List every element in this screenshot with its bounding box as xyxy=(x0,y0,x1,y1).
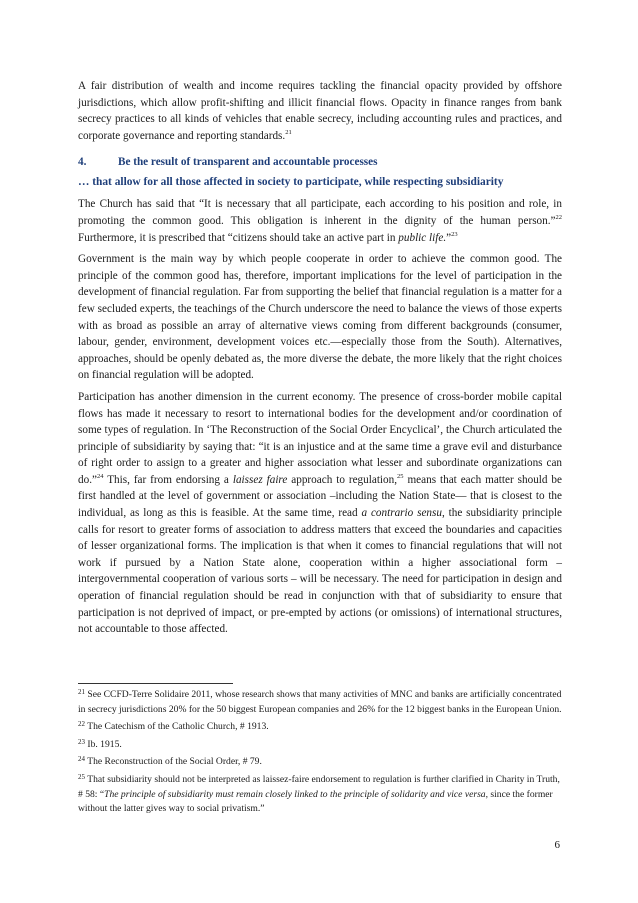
footnote-ref[interactable]: 21 xyxy=(285,128,292,136)
footnote-ref[interactable]: 25 xyxy=(397,472,404,480)
footnote-24: $^{24}$ The Reconstruction of the Social Order, # 79. xyxy=(78,755,262,768)
footnote-25: $^{25}$ That subsidiarity should not be interpreted as laissez-faire endorsement to regulation is further clarified in Charity in Truth, # 58: “The principle of subsidiarity must remain closely linked to the principle of solidarity and vice versa, since the former without the latter gives way to social privatism.” xyxy=(78,772,560,815)
footnote-21: $^{21}$ See CCFD-Terre Solidaire 2011, whose research shows that many activities of MNC and banks are artificially concentrated in secrecy jurisdictions 20% for the 50 biggest European companies and 26% for the 12 biggest banks in the European Union. xyxy=(78,688,562,715)
section-subtitle: … that allow for all those affected in society to participate, while respecting subsidiarity xyxy=(78,176,504,189)
footnote-ref[interactable]: 23 xyxy=(451,230,458,238)
paragraph-government: Government is the main way by which people cooperate in order to achieve the common good. The principle of the common good has, therefore, important implications for the level of participation in the development of financial regulation. Far from supporting the belief that financial regulation is a matter for a few secluded experts, the teachings of the Church underscore the need to balance the views of those experts with as broad as possible an array of alternative views coming from different backgrounds (consumer, labour, gender, environment, development voices etc.—especially those from the South). Alternatives, approaches, should be openly debated as, the more diverse the debate, the more likely that the right choices on financial regulation will be adopted. xyxy=(78,253,562,382)
footnote-divider xyxy=(78,683,233,684)
intro-paragraph: A fair distribution of wealth and income requires tackling the financial opacity provided by offshore jurisdictions, which allow profit-shifting and illicit financial flows. Opacity in finance ranges from bank secrecy practices to all kinds of vehicles that enable secrecy, including accounting rules and practices, and corporate governance and reporting standards.$^{21}$ xyxy=(78,80,562,142)
section-heading xyxy=(78,154,562,170)
section-number: 4. xyxy=(78,156,87,169)
paragraph-participation: Participation has another dimension in the current economy. The presence of cross-border mobile capital flows has made it necessary to resort to international bodies for the development and/or coordination of some types of regulation. In ‘The Reconstruction of the Social Order Encyclical’, the Church articulated the principle of subsidiarity by saying that: “it is an injustice and at the same time a grave evil and disturbance of right order to assign to a greater and higher association what lesser and subordinate organizations can do.”$^{24}$ This, far from endorsing a laissez faire approach to regulation,$^{25}$ means that each matter should be first handled at the level of government or association –including the Nation State— that is closest to the individual, as long as this is feasible. At the same time, read a contrario sensu, the subsidiarity principle calls for resort to greater forms of association to address matters that exceed the boundaries and capacities of lesser organizational forms. The implication is that when it comes to financial regulations that will not work if pursued by a Nation State alone, cooperation within a higher associational form – intergovernmental cooperation of various sorts – will be necessary. The need for participation in design and operation of financial regulation should be read in conjunction with that of subsidiarity to ensure that participation is not deprived of impact, or pre-empted by actions (or omissions) of international structures, not accountable to those affected. xyxy=(78,390,563,636)
footnotes xyxy=(78,688,562,820)
footnote-22: $^{22}$ The Catechism of the Catholic Church, # 1913. xyxy=(78,720,269,733)
paragraph-church: The Church has said that “It is necessary that all participate, each according to his position and role, in promoting the common good. This obligation is inherent in the dignity of the human person.”$^{22}$ Furthermore, it is prescribed that “citizens should take an active part in public life.”$^{23}$ xyxy=(78,198,562,244)
footnote-ref[interactable]: 22 xyxy=(555,213,562,221)
footnote-23: $^{23}$ Ib. 1915. xyxy=(78,737,122,750)
footnote-ref[interactable]: 24 xyxy=(96,472,104,480)
section-title: Be the result of transparent and accountable processes xyxy=(118,156,378,169)
page-body xyxy=(78,78,562,643)
page-number: 6 xyxy=(554,839,560,851)
